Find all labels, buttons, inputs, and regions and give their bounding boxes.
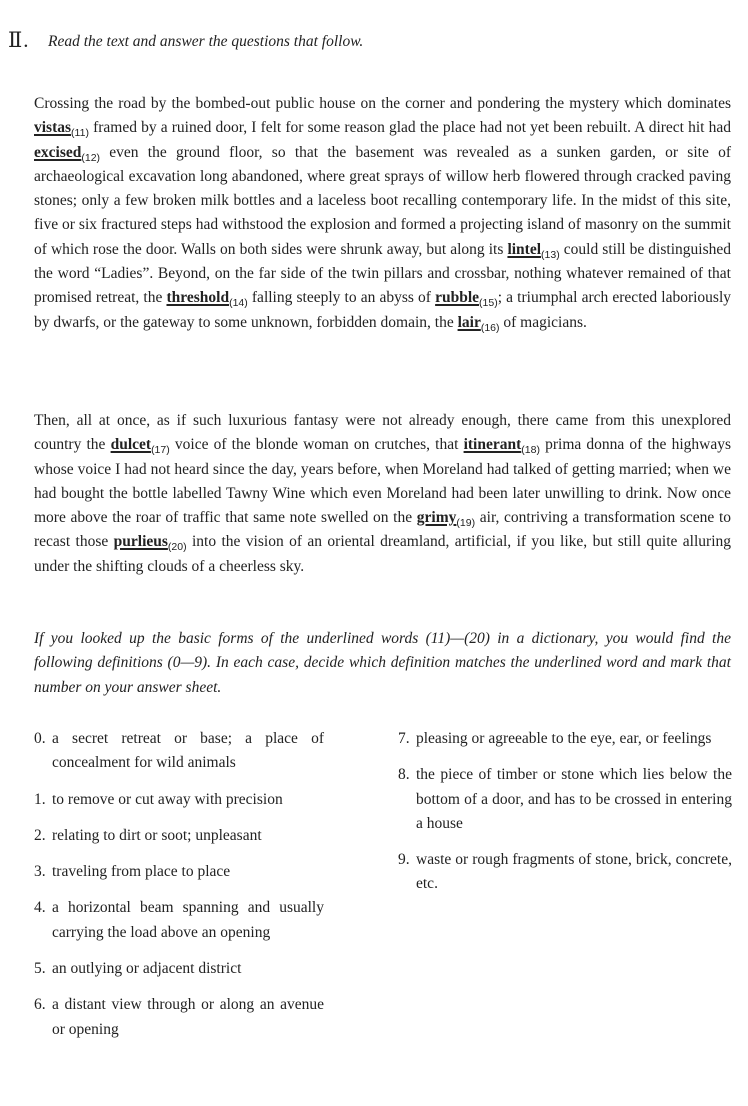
keyword-rubble: rubble — [435, 289, 480, 307]
keyword-grimy: grimy — [416, 509, 457, 527]
definition-item — [34, 824, 324, 848]
keyword-purlieus: purlieus — [113, 533, 168, 551]
definition-text: pleasing or agreeable to the eye, ear, or feelings — [416, 730, 712, 747]
definition-text: traveling from place to place — [52, 863, 231, 881]
definition-number: 0. — [34, 730, 46, 747]
passage-text: even the ground floor, so that the basement was revealed as a sunken garden, or site of archaeological excavation long abandoned, where great sprays of willow herb flowered through cracked paving stones; only a few broken milk bottles and a laceless boot recalling contemporary life. In the midst of this site, five or six fractured steps had withstood the explosion and formed a projecting island of masonry on the summit of which rose the door. Walls on both sides were shrunk away, but along its — [34, 143, 731, 258]
definition-item — [34, 860, 324, 884]
definition-number: 4. — [34, 899, 46, 917]
passage-paragraph-2 — [34, 409, 731, 579]
definition-item — [398, 727, 732, 751]
keyword-index: (17) — [151, 444, 170, 457]
definitions-left-column — [34, 727, 324, 1054]
definition-number: 5. — [34, 960, 46, 978]
definition-number: 9. — [398, 851, 410, 869]
keyword-index: (19) — [456, 517, 476, 530]
task-instruction: If you looked up the basic forms of the underlined words (11)—(20) in a dictionary, you would find the following definitions (0—9). In each case, decide which definition matches the underlined word and mark that number on your answer sheet. — [34, 630, 731, 696]
keyword-index: (13) — [541, 248, 560, 261]
keyword-index: (14) — [229, 297, 248, 310]
passage-text: Crossing the road by the bombed-out public house on the corner and pondering the mystery which dominates — [34, 95, 731, 112]
passage-text: of magicians. — [499, 313, 587, 331]
keyword-excised: excised — [34, 143, 82, 161]
reading-instruction: Read the text and answer the questions that follow. — [48, 33, 364, 50]
keyword-vistas: vistas — [34, 119, 72, 137]
passage-text: falling steeply to an abyss of — [247, 289, 436, 307]
definition-number: 7. — [398, 730, 410, 747]
passage-text: air, contriving a transformation scene to recast those — [34, 509, 732, 551]
definition-item — [398, 763, 732, 836]
keyword-lair: lair — [457, 313, 481, 331]
definition-text: a horizontal beam spanning and usually carrying the load above an opening — [52, 899, 324, 941]
keyword-index: (15) — [479, 297, 498, 310]
passage-text: prima donna of the highways whose voice I had not heard since the day, years before, when Moreland had talked of getting married; when we had bought the bottle labelled Tawny Wine which even Moreland had been later unwilling to drink. Now once more above the roar of traffic that same note swelled on the — [34, 436, 731, 527]
definition-number: 3. — [34, 863, 46, 881]
passage-paragraph-1 — [34, 92, 731, 335]
keyword-index: (16) — [480, 321, 500, 334]
definition-text: relating to dirt or soot; unpleasant — [52, 826, 262, 844]
definitions-right-column — [398, 727, 732, 909]
definition-item — [34, 993, 324, 1042]
keyword-index: (18) — [521, 444, 540, 457]
keyword-index: (12) — [81, 151, 101, 164]
definition-item — [398, 848, 732, 897]
definition-item — [34, 957, 324, 981]
definition-text: a distant view through or along an avenue or opening — [52, 996, 324, 1038]
section-number: Ⅱ. — [8, 28, 30, 52]
passage-text: ; a triumphal arch erected laboriously by dwarfs, or the gateway to some unknown, forbidden domain, the — [34, 289, 732, 331]
passage-text: into the vision of an oriental dreamland, artificial, if you like, but still quite alluring under the shifting clouds of a cheerless sky. — [34, 533, 731, 575]
keyword-threshold: threshold — [166, 289, 230, 307]
definition-item — [34, 788, 324, 812]
definition-text: a secret retreat or base; a place of concealment for wild animals — [52, 730, 324, 772]
definition-number: 8. — [398, 766, 410, 784]
keyword-dulcet: dulcet — [110, 436, 152, 454]
definition-number: 1. — [34, 790, 46, 808]
keyword-lintel: lintel — [507, 240, 542, 258]
definition-text: the piece of timber or stone which lies below the bottom of a door, and has to be crossed in entering a house — [416, 766, 732, 832]
definition-text: an outlying or adjacent district — [52, 960, 242, 978]
definition-text: waste or rough fragments of stone, brick, concrete, etc. — [416, 851, 732, 893]
passage-text: Then, all at once, as if such luxurious fantasy were not already enough, there came from this unexplored country the — [34, 412, 731, 454]
keyword-index: (11) — [71, 127, 89, 140]
passage-text: voice of the blonde woman on crutches, that — [169, 436, 464, 454]
definition-text: to remove or cut away with precision — [52, 790, 283, 808]
passage-text: could still be distinguished the word “Ladies”. Beyond, on the far side of the twin pillars and crossbar, nothing whatever remained of that promised retreat, the — [34, 240, 731, 307]
definition-number: 2. — [34, 826, 46, 844]
definition-item — [34, 896, 324, 945]
keyword-itinerant: itinerant — [463, 436, 522, 454]
passage-text: framed by a ruined door, I felt for some reason glad the place had not yet been rebuilt. A direct hit had — [88, 119, 731, 137]
definition-item — [34, 727, 324, 776]
definition-number: 6. — [34, 996, 46, 1014]
keyword-index: (20) — [167, 541, 187, 554]
